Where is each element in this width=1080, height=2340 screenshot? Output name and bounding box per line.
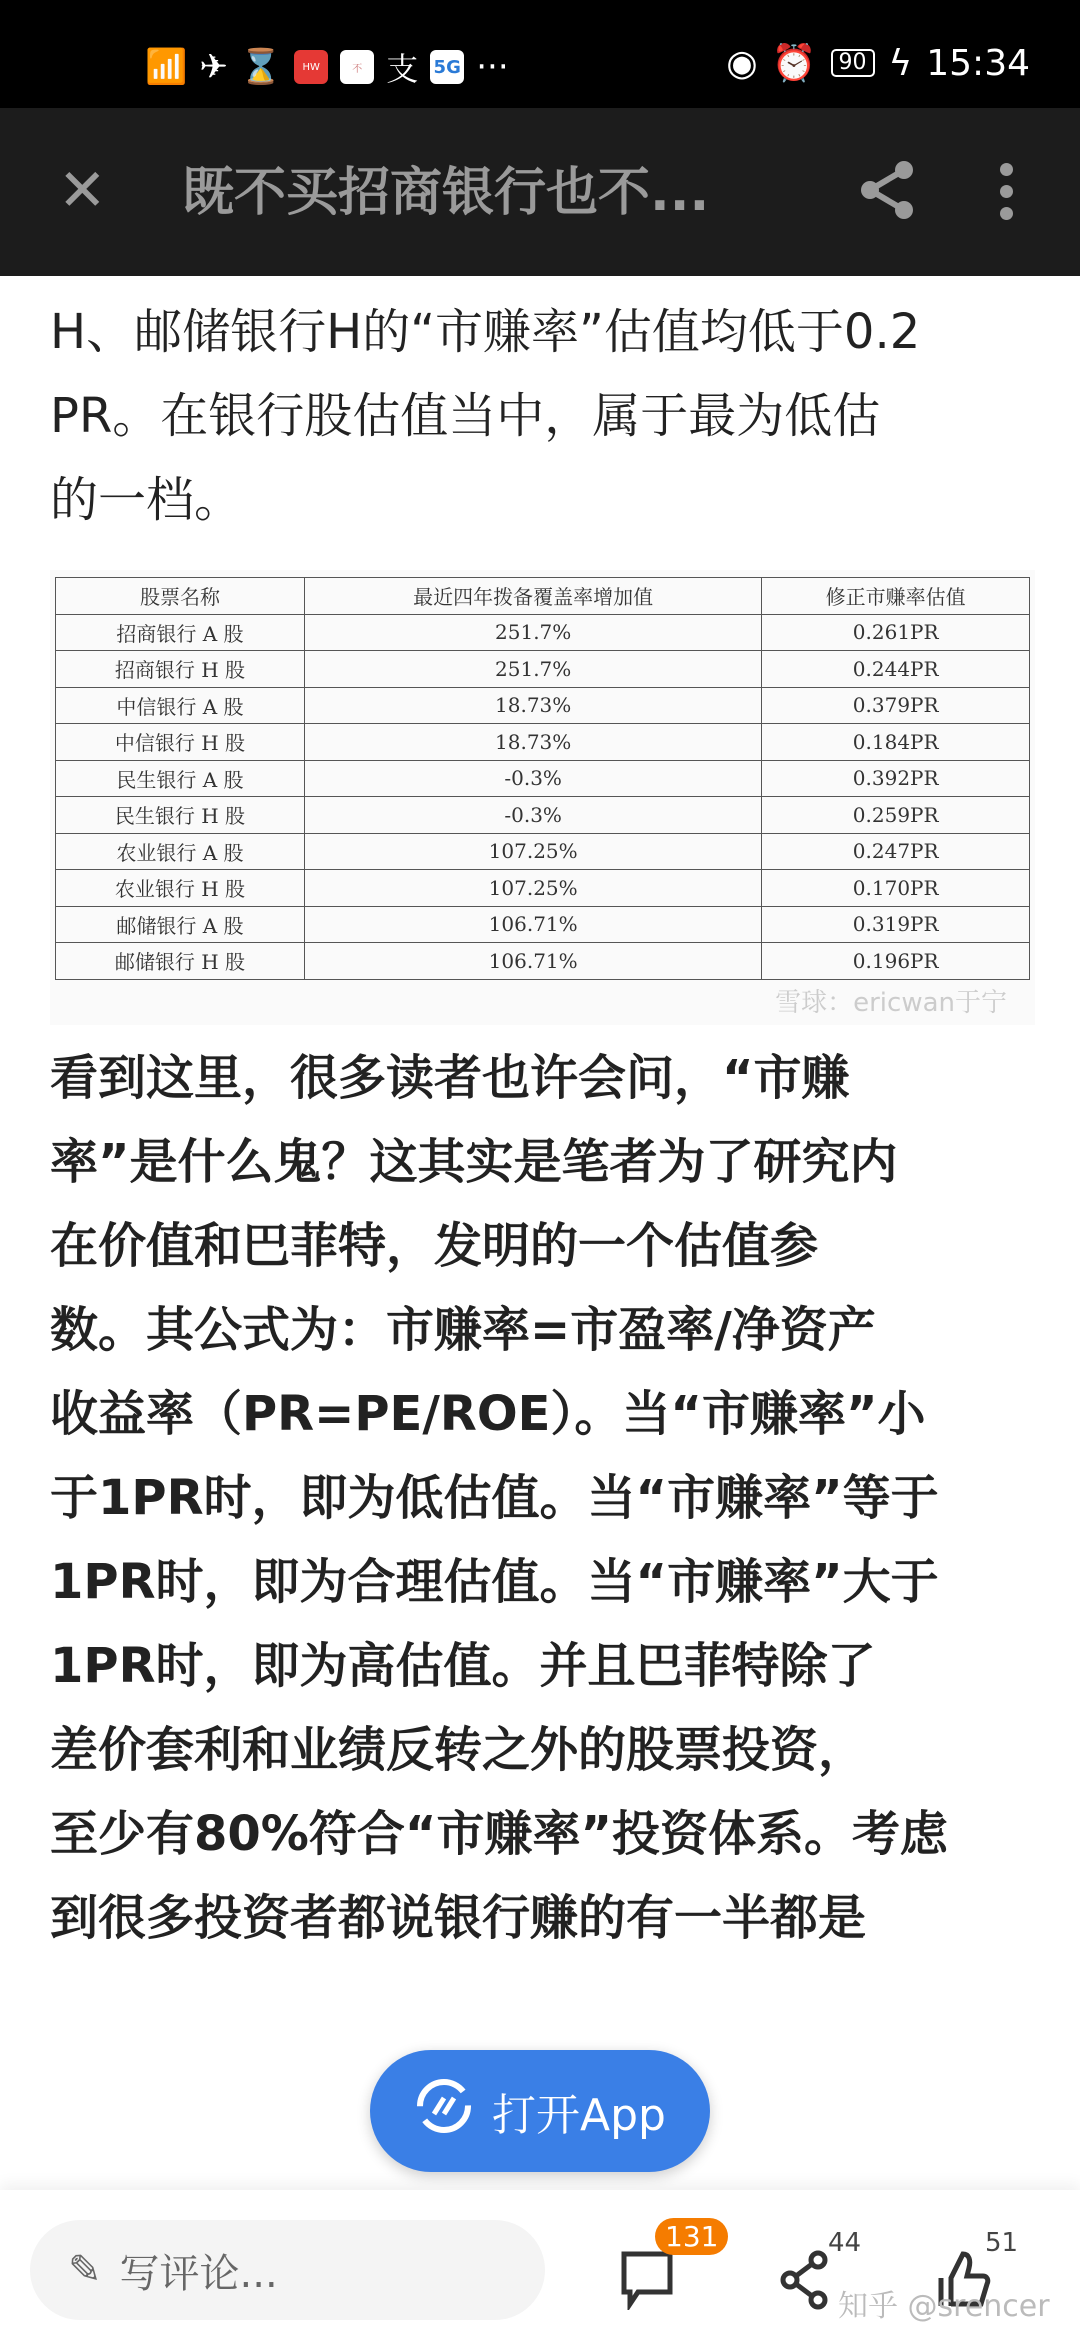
share-icon[interactable] (858, 160, 918, 224)
table-cell: 107.25% (304, 833, 761, 870)
text-line: 1PR时，即为高估值。并且巴菲特除了 (50, 1638, 876, 1694)
open-app-button[interactable] (370, 2050, 710, 2172)
table-row (56, 760, 1030, 797)
text-line: 于1PR时，即为低估值。当“市赚率”等于 (50, 1470, 939, 1526)
charging-icon: ϟ (888, 42, 913, 84)
table-cell: 0.184PR (762, 724, 1030, 761)
wifi-icon: 📶 (145, 47, 188, 87)
text-line: PR。在银行股估值当中，属于最为低估 (50, 388, 881, 444)
article-paragraph (50, 290, 920, 542)
table-cell: 0.319PR (762, 906, 1030, 943)
comment-icon[interactable] (620, 2250, 676, 2314)
app-icon: 不 (340, 50, 374, 84)
table-cell: 招商银行 H 股 (56, 651, 305, 688)
text-line: 1PR时，即为合理估值。当“市赚率”大于 (50, 1554, 939, 1610)
table-cell: 107.25% (304, 870, 761, 907)
table-cell: 0.244PR (762, 651, 1030, 688)
table-cell: -0.3% (304, 797, 761, 834)
table-cell: 106.71% (304, 906, 761, 943)
text-line: 收益率（PR=PE/ROE）。当“市赚率”小 (50, 1386, 926, 1442)
table-row (56, 724, 1030, 761)
table-cell: 中信银行 H 股 (56, 724, 305, 761)
table-cell: 农业银行 A 股 (56, 833, 305, 870)
watermark: 雪球：ericwan于宁 (775, 988, 1007, 1018)
more-notifications: ··· (476, 47, 509, 87)
table-cell: 18.73% (304, 687, 761, 724)
battery-indicator: 90 (831, 49, 875, 77)
table-row (56, 687, 1030, 724)
alarm-icon: ⏰ (771, 43, 817, 84)
comment-count-badge: 131 (655, 2218, 728, 2255)
text-line: 率”是什么鬼？这其实是笔者为了研究内 (50, 1134, 898, 1190)
table-cell: 0.392PR (762, 760, 1030, 797)
table-row (56, 651, 1030, 688)
table-cell: 民生银行 H 股 (56, 797, 305, 834)
table-row (56, 797, 1030, 834)
table-cell: 邮储银行 A 股 (56, 906, 305, 943)
table-cell: 0.247PR (762, 833, 1030, 870)
table-row (56, 906, 1030, 943)
like-count: 51 (985, 2228, 1019, 2258)
zhihu-watermark: 知乎 @srencer (838, 2289, 1050, 2324)
status-bar (0, 0, 1080, 108)
table-cell: 251.7% (304, 614, 761, 651)
comment-input[interactable] (30, 2220, 545, 2320)
share-icon[interactable] (780, 2250, 830, 2314)
table-cell: 251.7% (304, 651, 761, 688)
valuation-table (55, 577, 1030, 980)
app-bar (0, 108, 1080, 276)
airplane-icon: ✈ (199, 47, 228, 87)
article-paragraph-bold (50, 1036, 948, 1960)
table-cell: 0.261PR (762, 614, 1030, 651)
table-cell: 招商银行 A 股 (56, 614, 305, 651)
eye-icon: ◉ (726, 42, 758, 84)
zhihu-app-icon (414, 2076, 474, 2147)
table-cell: 0.170PR (762, 870, 1030, 907)
text-line: 差价套利和业绩反转之外的股票投资， (50, 1722, 867, 1778)
table-header: 修正市赚率估值 (762, 578, 1030, 615)
table-cell: 中信银行 A 股 (56, 687, 305, 724)
pencil-icon: ✎ (68, 2247, 102, 2293)
text-line: 至少有80%符合“市赚率”投资体系。考虑 (50, 1806, 948, 1862)
text-line: 到很多投资者都说银行赚的有一半都是 (50, 1890, 867, 1946)
table-cell: 邮储银行 H 股 (56, 943, 305, 980)
table-cell: 0.379PR (762, 687, 1030, 724)
clock: 15:34 (926, 42, 1030, 84)
table-cell: 106.71% (304, 943, 761, 980)
hourglass-icon: ⌛ (239, 47, 283, 87)
table-cell: 18.73% (304, 724, 761, 761)
text-line: 的一档。 (50, 472, 243, 528)
table-cell: 0.196PR (762, 943, 1030, 980)
alipay-icon: 支 (386, 50, 419, 88)
text-line: H、邮储银行H的“市赚率”估值均低于0.2 (50, 304, 921, 360)
open-app-label: 打开App (492, 2090, 666, 2141)
table-image (50, 570, 1035, 1025)
table-header: 最近四年拨备覆盖率增加值 (304, 578, 761, 615)
table-row (56, 614, 1030, 651)
page-title: 既不买招商银行也不... (182, 163, 710, 223)
share-count: 44 (828, 2228, 862, 2258)
table-header: 股票名称 (56, 578, 305, 615)
table-cell: -0.3% (304, 760, 761, 797)
comment-placeholder: 写评论... (119, 2250, 278, 2297)
close-icon[interactable]: ✕ (58, 156, 107, 224)
more-options-icon[interactable] (1000, 163, 1013, 220)
table-cell: 0.259PR (762, 797, 1030, 834)
bottom-bar (0, 2190, 1080, 2340)
5g-icon: 5G (430, 50, 464, 84)
table-cell: 民生银行 A 股 (56, 760, 305, 797)
text-line: 在价值和巴菲特，发明的一个估值参 (50, 1218, 819, 1274)
huawei-icon: HW (294, 50, 328, 84)
text-line: 看到这里，很多读者也许会问，“市赚 (50, 1050, 850, 1106)
table-row (56, 833, 1030, 870)
table-cell: 农业银行 H 股 (56, 870, 305, 907)
table-row (56, 870, 1030, 907)
table-row (56, 943, 1030, 980)
text-line: 数。其公式为：市赚率=市盈率/净资产 (50, 1302, 876, 1358)
